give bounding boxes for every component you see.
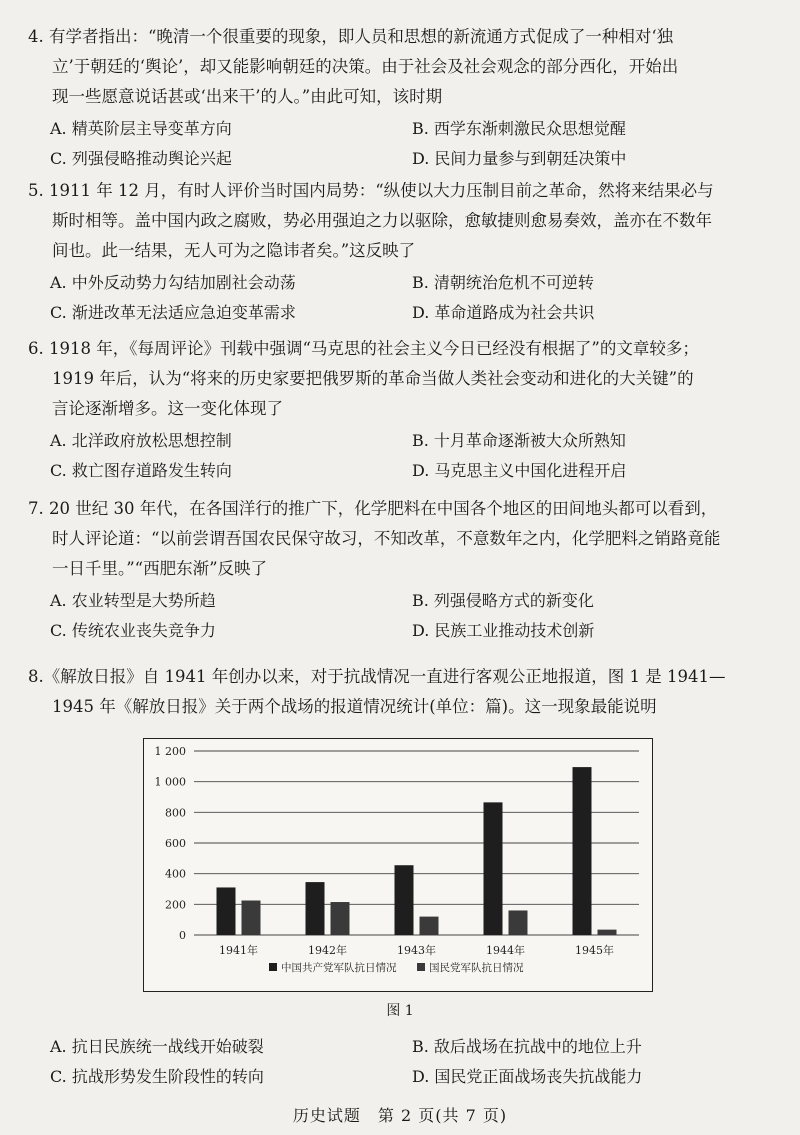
x-tick-label: 1941年 (219, 944, 258, 957)
question-4-line-1: 4. 有学者指出：“晚清一个很重要的现象，即人员和思想的新流通方式促成了一种相对‘独 (28, 27, 674, 46)
question-7-line-1: 7. 20 世纪 30 年代，在各国洋行的推广下，化学肥料在中国各个地区的田间地头都可以看到， (28, 499, 718, 518)
question-6-line-2: 1919 年后，认为“将来的历史家要把俄罗斯的革命当做人类社会变动和进化的大关键”的 (52, 369, 694, 388)
bar-kmt (331, 902, 350, 935)
question-6-option-b[interactable]: B. 十月革命逐渐被大众所熟知 (412, 431, 626, 450)
question-7-option-d[interactable]: D. 民族工业推动技术创新 (412, 621, 595, 640)
y-tick-label: 1 000 (154, 775, 186, 789)
question-8-option-a[interactable]: A. 抗日民族统一战线开始破裂 (50, 1037, 264, 1056)
question-4-option-a[interactable]: A. 精英阶层主导变革方向 (50, 119, 232, 138)
bar-kmt (420, 917, 439, 935)
question-8-option-d[interactable]: D. 国民党正面战场丧失抗战能力 (412, 1067, 643, 1086)
question-5-option-d[interactable]: D. 革命道路成为社会共识 (412, 303, 595, 322)
question-7-option-b[interactable]: B. 列强侵略方式的新变化 (412, 591, 594, 610)
question-4-line-2: 立’于朝廷的‘舆论’，却又能影响朝廷的决策。由于社会及社会观念的部分西化，开始出 (52, 57, 679, 76)
bar-cpc (573, 767, 592, 935)
question-4-option-b[interactable]: B. 西学东渐刺激民众思想觉醒 (412, 119, 626, 138)
x-tick-label: 1942年 (308, 944, 347, 957)
y-tick-label: 600 (165, 837, 186, 850)
y-tick-label: 400 (165, 867, 186, 881)
question-8-line-2: 1945 年《解放日报》关于两个战场的报道情况统计(单位：篇)。这一现象最能说明 (52, 697, 657, 716)
y-tick-label: 800 (165, 806, 186, 820)
bar-kmt (509, 910, 528, 935)
question-5-option-a[interactable]: A. 中外反动势力勾结加剧社会动荡 (50, 273, 296, 292)
legend-label: 中国共产党军队抗日情况 (281, 962, 397, 974)
question-6-options (28, 426, 780, 486)
bar-cpc (306, 882, 325, 935)
page-footer: 历史试题 第 2 页(共 7 页) (292, 1106, 508, 1125)
bar-cpc (395, 865, 414, 935)
figure-caption: 图 1 (386, 1003, 414, 1019)
question-6-line-1: 6. 1918 年，《每周评论》刊载中强调“马克思的社会主义今日已经没有根据了”的文章较多； (28, 339, 699, 358)
question-7-options (28, 586, 780, 646)
bar-cpc (217, 887, 236, 935)
question-5-line-3: 间也。此一结果，无人可为之隐讳者矣。”这反映了 (52, 241, 416, 260)
bar-kmt (598, 930, 617, 935)
question-7-line-3: 一日千里。”“西肥东渐”反映了 (52, 559, 268, 578)
bar-kmt (242, 901, 261, 936)
question-7-line-2: 时人评论道：“以前尝谓吾国农民保守故习，不知改革，不意数年之内，化学肥料之销路竟能 (52, 529, 721, 548)
question-4 (28, 22, 780, 174)
x-tick-label: 1945年 (575, 944, 614, 957)
question-5 (28, 176, 780, 328)
question-4-option-d[interactable]: D. 民间力量参与到朝廷决策中 (412, 149, 627, 168)
legend-label: 国民党军队抗日情况 (429, 962, 524, 974)
figure-1-chart (143, 738, 653, 992)
x-tick-label: 1943年 (397, 944, 436, 957)
question-4-options (28, 114, 780, 174)
legend-swatch (417, 963, 425, 971)
question-8 (28, 662, 780, 722)
question-7-option-c[interactable]: C. 传统农业丧失竞争力 (50, 621, 216, 640)
question-6-line-3: 言论逐渐增多。这一变化体现了 (52, 399, 283, 418)
question-5-line-2: 斯时相等。盖中国内政之腐败，势必用强迫之力以驱除，愈敏捷则愈易奏效，盖亦在不数年 (52, 211, 712, 230)
question-7 (28, 494, 780, 646)
x-tick-label: 1944年 (486, 944, 525, 957)
question-6 (28, 334, 780, 486)
question-5-line-1: 5. 1911 年 12 月，有时人评价当时国内局势：“纵使以大力压制目前之革命，然将来结果必与 (28, 181, 714, 200)
legend-swatch (269, 963, 277, 971)
question-4-line-3: 现一些愿意说话甚或‘出来干’的人。”由此可知，该时期 (52, 87, 443, 106)
question-8-options (28, 1032, 780, 1092)
question-6-option-a[interactable]: A. 北洋政府放松思想控制 (50, 431, 232, 450)
question-8-line-1: 8.《解放日报》自 1941 年创办以来，对于抗战情况一直进行客观公正地报道，图 1 是 1941— (28, 667, 726, 686)
question-8-option-c[interactable]: C. 抗战形势发生阶段性的转向 (50, 1067, 264, 1086)
question-7-option-a[interactable]: A. 农业转型是大势所趋 (50, 591, 216, 610)
bar-cpc (484, 802, 503, 935)
y-tick-label: 0 (179, 929, 186, 942)
question-5-option-c[interactable]: C. 渐进改革无法适应急迫变革需求 (50, 303, 296, 322)
question-6-option-d[interactable]: D. 马克思主义中国化进程开启 (412, 461, 627, 480)
question-4-option-c[interactable]: C. 列强侵略推动舆论兴起 (50, 149, 232, 168)
question-8-option-b[interactable]: B. 敌后战场在抗战中的地位上升 (412, 1037, 642, 1056)
question-5-option-b[interactable]: B. 清朝统治危机不可逆转 (412, 273, 594, 292)
y-tick-label: 200 (165, 898, 186, 912)
y-tick-label: 1 200 (154, 745, 186, 758)
question-8-options-block (28, 1030, 780, 1092)
question-5-options (28, 268, 780, 328)
bar-chart (144, 739, 652, 991)
question-6-option-c[interactable]: C. 救亡图存道路发生转向 (50, 461, 232, 480)
